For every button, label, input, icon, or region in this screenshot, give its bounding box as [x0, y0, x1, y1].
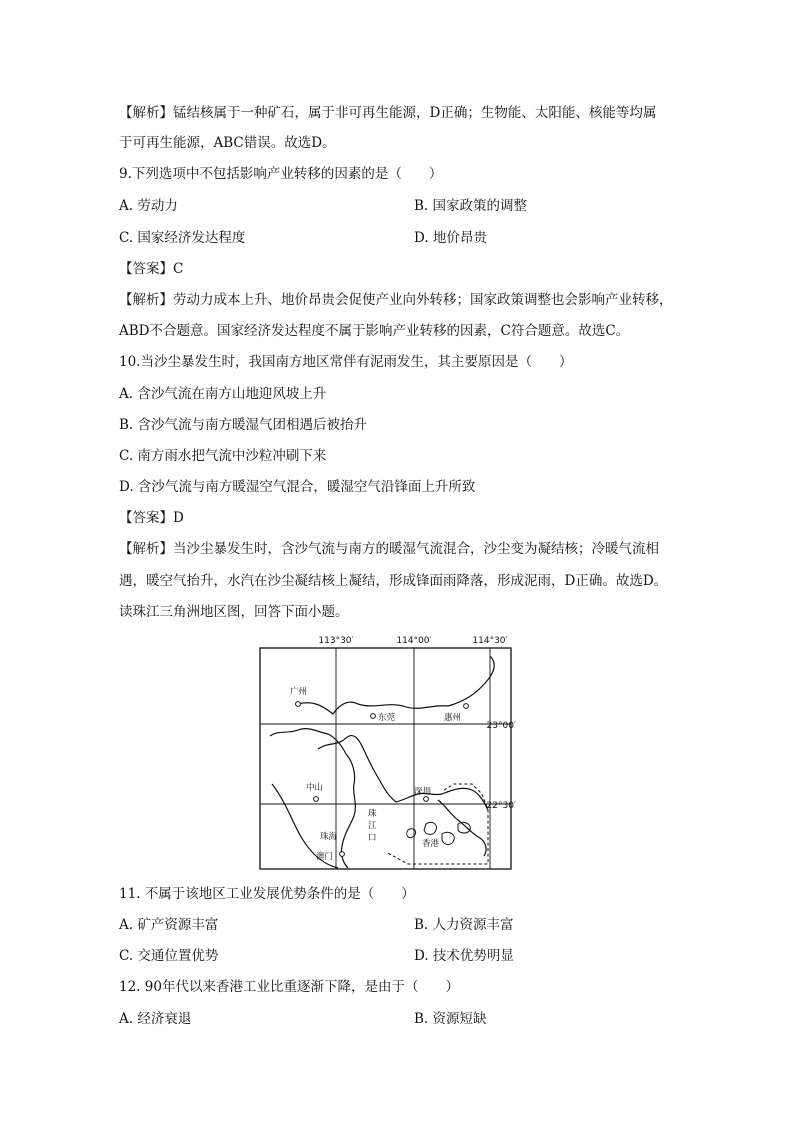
shenzhen-marker [424, 797, 429, 802]
label-zhuhai: 珠海 [320, 832, 338, 842]
q12-option-b: B. 资源短缺 [414, 1011, 487, 1027]
hk-boundary-dashed [386, 784, 488, 864]
q10-analysis-line-2: 遇，暖空气抬升，水汽在沙尘凝结核上凝结，形成锋面雨降落，形成泥雨，D正确。故选D。 [119, 573, 668, 589]
q9-answer: 【答案】C [119, 261, 184, 277]
question-12: 12. 90年代以来香港工业比重逐渐下降，是由于（ ） [119, 979, 459, 995]
lon-label-114-00: 114°00′ [396, 636, 432, 646]
label-macau: 澳门 [316, 852, 334, 862]
label-dongguan: 东莞 [378, 713, 396, 723]
question-9: 9.下列选项中不包括影响产业转移的因素的是（ ） [119, 166, 443, 182]
map-frame [260, 648, 511, 869]
q11-option-a: A. 矿产资源丰富 [119, 917, 219, 933]
guangzhou-marker [296, 702, 301, 707]
q10-analysis-line-1: 【解析】当沙尘暴发生时，含沙气流与南方的暖湿气流混合，沙尘变为凝结核；冷暖气流相 [119, 541, 659, 557]
macau-marker [340, 852, 345, 857]
q8-analysis-line-1: 【解析】锰结核属于一种矿石，属于非可再生能源，D正确；生物能、太阳能、核能等均属 [119, 105, 657, 121]
q11-option-b: B. 人力资源丰富 [414, 917, 514, 933]
label-pearl-river-2: 江 [368, 821, 377, 831]
q10-option-b: B. 含沙气流与南方暖湿气团相遇后被抬升 [119, 417, 368, 433]
label-huizhou: 惠州 [444, 713, 462, 723]
label-hongkong: 香港 [422, 839, 440, 849]
huizhou-marker [464, 704, 469, 709]
lat-label-23-00: 23°00′ [486, 721, 516, 731]
q8-analysis-line-2: 于可再生能源，ABC错误。故选D。 [119, 135, 336, 151]
label-pearl-river-1: 珠 [368, 809, 377, 819]
question-11: 11. 不属于该地区工业发展优势条件的是（ ） [119, 886, 415, 902]
map-figure [258, 634, 518, 870]
lon-label-113-30: 113°30′ [318, 636, 354, 646]
q12-option-a: A. 经济衰退 [119, 1011, 192, 1027]
map-intro: 读珠江三角洲地区图，回答下面小题。 [119, 604, 349, 620]
q10-option-a: A. 含沙气流在南方山地迎风坡上升 [119, 386, 327, 402]
q9-option-b: B. 国家政策的调整 [414, 198, 528, 214]
q11-option-d: D. 技术优势明显 [414, 948, 514, 964]
lon-label-114-30: 114°30′ [472, 636, 508, 646]
q9-option-d: D. 地价昂贵 [414, 230, 487, 246]
q9-option-c: C. 国家经济发达程度 [119, 230, 246, 246]
label-guangzhou: 广州 [290, 687, 308, 697]
q9-analysis-line-1: 【解析】劳动力成本上升、地价昂贵会促使产业向外转移；国家政策调整也会影响产业转移， [119, 292, 673, 308]
dongguan-marker [371, 714, 376, 719]
label-zhongshan: 中山 [306, 783, 324, 793]
q10-option-c: C. 南方雨水把气流中沙粒冲刷下来 [119, 448, 327, 464]
q9-analysis-line-2: ABD不合题意。国家经济发达程度不属于影响产业转移的因素，C符合题意。故选C。 [119, 323, 630, 339]
label-pearl-river-3: 口 [368, 833, 377, 843]
q11-option-c: C. 交通位置优势 [119, 948, 219, 964]
pearl-river-delta-map [258, 634, 518, 870]
zhongshan-marker [314, 797, 319, 802]
lat-label-22-30: 22°30′ [486, 801, 516, 811]
q10-answer: 【答案】D [119, 510, 184, 526]
label-shenzhen: 深圳 [414, 787, 432, 797]
q9-option-a: A. 劳动力 [119, 198, 178, 214]
question-10: 10.当沙尘暴发生时，我国南方地区常伴有泥雨发生，其主要原因是（ ） [119, 354, 573, 370]
q10-option-d: D. 含沙气流与南方暖湿空气混合，暖湿空气沿锋面上升所致 [119, 479, 476, 495]
